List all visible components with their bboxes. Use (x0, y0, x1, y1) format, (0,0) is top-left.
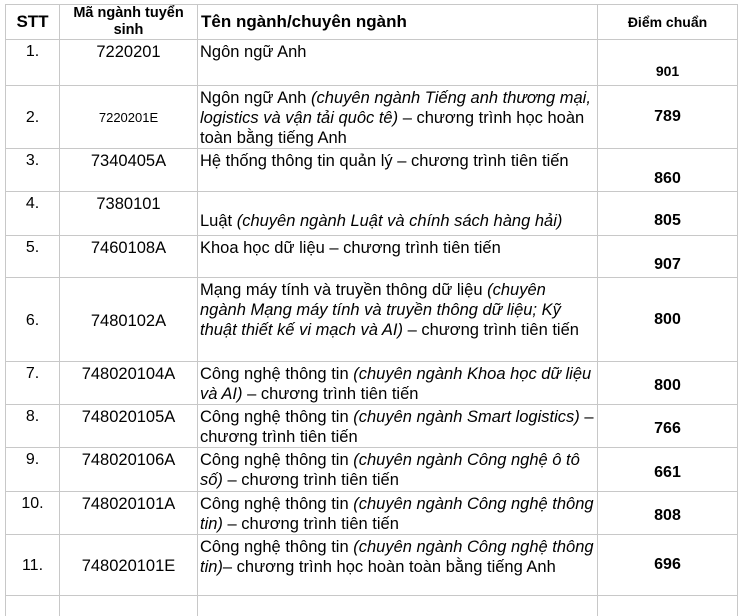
specialization: (chuyên ngành Công nghệ ô tô số) (200, 451, 580, 489)
major-name: Công nghệ thông tin (200, 365, 354, 383)
row-score: 661 (598, 448, 738, 492)
specialization: (chuyên ngành Công nghệ thông tin) (200, 538, 594, 576)
header-score: Điểm chuẩn (598, 5, 738, 40)
row-score: 805 (598, 192, 738, 236)
row-code: 7460108A (60, 236, 198, 278)
row-name (198, 492, 598, 535)
row-score: 800 (598, 362, 738, 405)
major-name: Mạng máy tính và truyền thông dữ liệu (200, 281, 488, 299)
row-code: 748020104A (60, 362, 198, 405)
row-code: 748020101E (60, 535, 198, 596)
row-code: 748020105A (60, 405, 198, 448)
table-row (6, 149, 738, 192)
major-name: Công nghệ thông tin (200, 495, 354, 513)
major-name: Ngôn ngữ Anh (200, 89, 312, 107)
specialization: (chuyên ngành Khoa học dữ liệu và AI) (200, 365, 592, 403)
row-name (198, 149, 598, 192)
row-name (198, 236, 598, 278)
header-name: Tên ngành/chuyên ngành (198, 5, 598, 40)
table-row (6, 535, 738, 596)
specialization: (chuyên ngành Smart logistics) (353, 408, 580, 426)
row-stt: 3. (6, 149, 60, 192)
table-row (6, 236, 738, 278)
header-code: Mã ngành tuyển sinh (60, 5, 198, 40)
row-name (198, 278, 598, 362)
row-score: 808 (598, 492, 738, 535)
row-code: 748020101A (60, 492, 198, 535)
table-row (6, 448, 738, 492)
row-stt: 11. (6, 535, 60, 596)
row-name (198, 192, 598, 236)
row-stt: 6. (6, 278, 60, 362)
major-name: Công nghệ thông tin (200, 408, 354, 426)
row-name (198, 405, 598, 448)
table-row (6, 278, 738, 362)
specialization: (chuyên ngành Công nghệ thông tin) (200, 495, 594, 533)
row-stt: 4. (6, 192, 60, 236)
row-score: 800 (598, 278, 738, 362)
row-name (198, 448, 598, 492)
row-code: 748020106A (60, 448, 198, 492)
specialization: (chuyên ngành Mạng máy tính và truyền thông dữ liệu; Kỹ thuật thiết kế vi mạch và AI) (200, 281, 561, 339)
table-row (6, 492, 738, 535)
row-score: 696 (598, 535, 738, 596)
row-stt: 2. (6, 86, 60, 149)
specialization: (chuyên ngành Luật và chính sách hàng hải) (236, 212, 563, 230)
row-code: 7220201 (60, 40, 198, 86)
row-score: 789 (598, 86, 738, 149)
row-code: 7380101 (60, 192, 198, 236)
row-stt: 5. (6, 236, 60, 278)
row-score: 766 (598, 405, 738, 448)
row-code: 7220201E (60, 86, 198, 149)
header-stt: STT (6, 5, 60, 40)
row-name (198, 535, 598, 596)
row-code: 7340405A (60, 149, 198, 192)
table-row (6, 405, 738, 448)
major-name: Công nghệ thông tin (200, 451, 354, 469)
table-row (6, 192, 738, 236)
row-score: 901 (598, 40, 738, 86)
row-stt: 1. (6, 40, 60, 86)
program-type: – chương trình tiên tiến (222, 515, 399, 533)
row-stt: 7. (6, 362, 60, 405)
table-row (6, 362, 738, 405)
program-type: – chương trình tiên tiến (200, 408, 594, 446)
program-type: – chương trình tiên tiến (402, 321, 579, 339)
row-stt: 9. (6, 448, 60, 492)
admission-score-table (5, 4, 738, 616)
major-name: Công nghệ thông tin (200, 538, 354, 556)
major-name: Khoa học dữ liệu – chương trình tiên tiến (200, 239, 501, 257)
program-type: – chương trình tiên tiến (242, 385, 419, 403)
major-name: Hệ thống thông tin quản lý – chương trình tiên tiến (200, 152, 569, 170)
row-stt: 8. (6, 405, 60, 448)
program-type: – chương trình học hoàn toàn bằng tiếng Anh (200, 109, 585, 147)
program-type: – chương trình tiên tiến (222, 471, 399, 489)
row-code: 7480102A (60, 278, 198, 362)
row-name (198, 362, 598, 405)
table-row (6, 86, 738, 149)
program-type: – chương trình học hoàn toàn bằng tiếng Anh (222, 558, 556, 576)
row-stt: 10. (6, 492, 60, 535)
specialization: (chuyên ngành Tiếng anh thương mại, logistics và vận tải quôc tê) (200, 89, 591, 127)
row-name (198, 40, 598, 86)
table-header-row (6, 5, 738, 40)
major-name: Luật (200, 212, 237, 230)
row-score: 860 (598, 149, 738, 192)
major-name: Ngôn ngữ Anh (200, 43, 307, 61)
row-score: 907 (598, 236, 738, 278)
table-row (6, 40, 738, 86)
row-name (198, 86, 598, 149)
